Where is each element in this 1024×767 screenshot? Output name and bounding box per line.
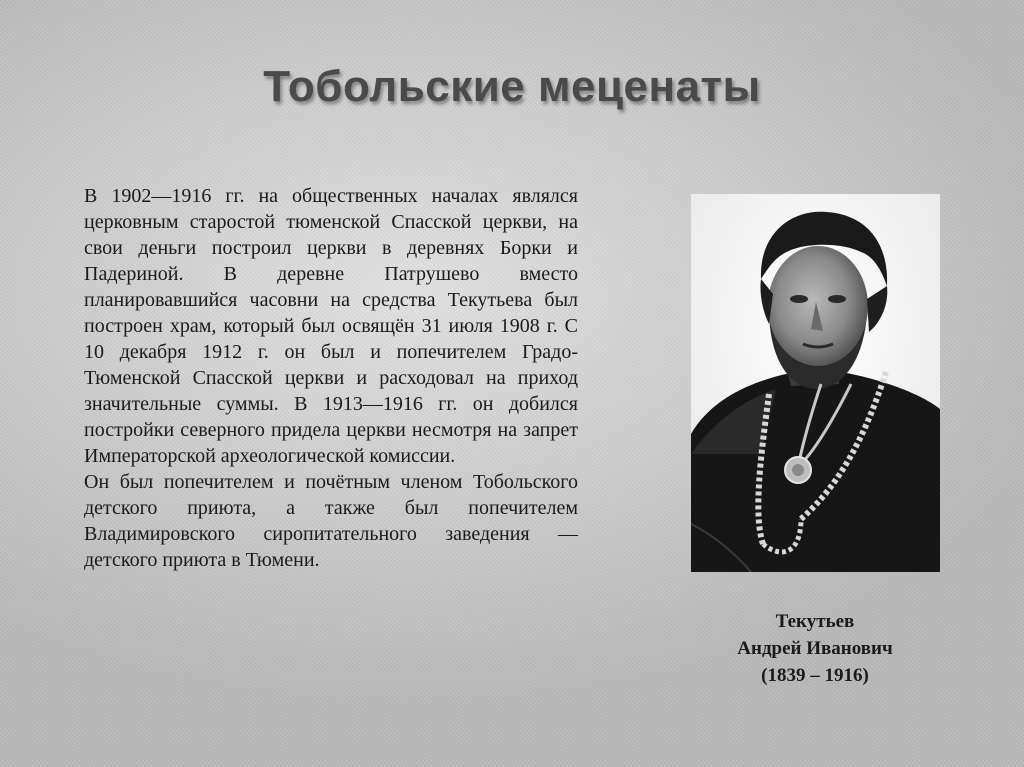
body-text <box>84 183 578 573</box>
portrait-photo <box>691 194 940 572</box>
slide-title: Тобольские меценаты <box>263 62 761 111</box>
caption-years: (1839 – 1916) <box>761 665 869 686</box>
paragraph-1: В 1902—1916 гг. на общественных началах являлся церковным старостой тюменской Спасской церкви, на свои деньги построил церкви в деревнях Борки и Падериной. В деревне Патрушево вместо планировавшийся часовни на средства Текутьева был построен храм, который был освящён 31 июля 1908 г. С 10 декабря 1912 г. он был и попечителем Градо-Тюменской Спасской церкви и расходовал на приход значительные суммы. В 1913—1916 гг. он добился постройки северного придела церкви несмотря на запрет Императорской археологической комиссии. <box>84 185 578 467</box>
portrait-caption <box>690 608 940 689</box>
caption-surname: Текутьев <box>775 611 855 632</box>
paragraph-2: Он был попечителем и почётным членом Тобольского детского приюта, а также был попечителем Владимировского сиропитательного заведения — детского приюта в Тюмени. <box>84 471 578 571</box>
caption-name: Андрей Иванович <box>737 638 893 659</box>
portrait-image <box>691 194 940 572</box>
